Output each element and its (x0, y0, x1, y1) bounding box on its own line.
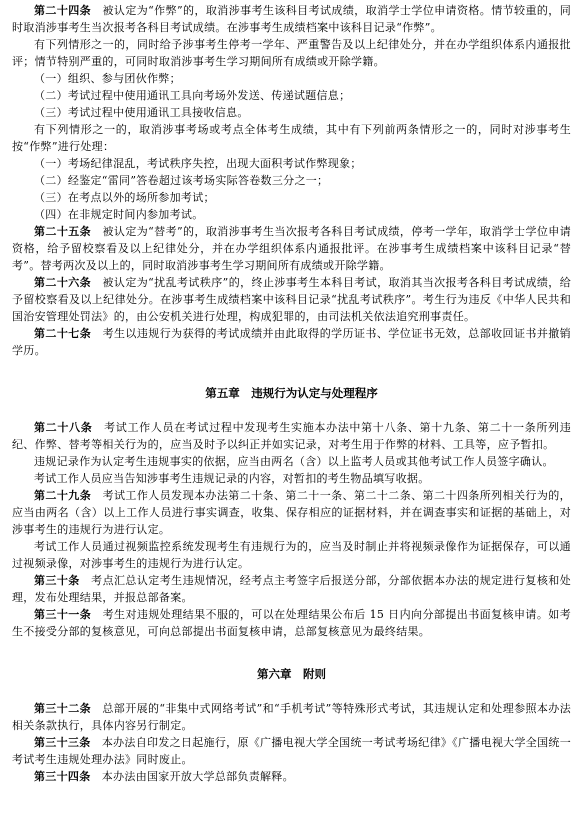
article-number: 第三十一条 (34, 608, 92, 621)
paragraph: 有下列情形之一的，取消涉事考场或考点全体考生成绩，其中有下列前两条情形之一的，同时对涉事考生按“作弊”进行处理： (12, 123, 571, 153)
list-item: （二）考试过程中使用通讯工具向考场外发送、传递试题信息； (34, 89, 351, 102)
article-number: 第二十五条 (34, 225, 92, 238)
section-articles-24-27 (12, 2, 571, 359)
list-item: （三）考试过程中使用通讯工具接收信息。 (34, 106, 249, 119)
chapter-5-heading: 第五章 违规行为认定与处理程序 (205, 386, 378, 400)
article-text: 考试工作人员发现本办法第二十条、第二十一条、第二十二条、第二十四条所列相关行为的，应当由两名（含）以上工作人员进行事实调查，收集、保存相应的证据材料，并在调查事实和证据的基础上，对涉事考生的违规行为进行认定。 (12, 489, 571, 536)
article-number: 第二十七条 (34, 327, 92, 340)
paragraph: 考试工作人员通过视频监控系统发现考生有违规行为的，应当及时制止并将视频录像作为证据保存，可以通过视频录像，对涉事考生的违规行为进行认定。 (12, 540, 571, 570)
list-item: （二）经鉴定“雷同”答卷超过该考场实际答卷数三分之一； (34, 174, 329, 187)
article-33 (12, 734, 571, 768)
article-text: 考生以违规行为获得的考试成绩并由此取得的学历证书、学位证书无效，总部收回证书并撤销学历。 (12, 327, 571, 357)
article-number: 第三十四条 (34, 770, 91, 783)
list-item: （三）在考点以外的场所参加考试； (34, 191, 215, 204)
article-number: 第二十四条 (34, 4, 92, 17)
article-number: 第三十条 (34, 574, 80, 587)
article-text: 总部开展的“非集中式网络考试”和“手机考试”等特殊形式考试，其违规认定和处理参照本办法相关条款执行，具体内容另行制定。 (12, 702, 571, 732)
article-text: 本办法由国家开放大学总部负责解释。 (90, 770, 294, 783)
paragraph: 考试工作人员应当告知涉事考生违规记录的内容，对暂扣的考生物品填写收据。 (34, 472, 430, 485)
chapter-6-heading: 第六章 附则 (257, 667, 326, 681)
article-text: 考点汇总认定考生违规情况，经考点主考签字后报送分部，分部依据本办法的规定进行复核和处理，发布处理结果，并报总部备案。 (12, 574, 571, 604)
article-31 (12, 606, 571, 640)
article-text: 本办法自印发之日起施行，原《广播电视大学全国统一考试考场纪律》《广播电视大学全国统一考试考生违规处理办法》同时废止。 (12, 736, 571, 766)
section-articles-28-31 (12, 419, 571, 640)
article-number: 第三十三条 (34, 736, 91, 749)
article-26 (12, 274, 571, 325)
article-text: 被认定为“作弊”的，取消涉事考生该科目考试成绩，取消学士学位申请资格。情节较重的，同时取消涉事考生当次报考各科目考试成绩。在涉事考生成绩档案中该科目记录“作弊”。 (12, 4, 571, 34)
article-number: 第三十二条 (34, 702, 91, 715)
article-text: 被认定为“扰乱考试秩序”的，终止涉事考生本科目考试，取消其当次报考各科目考试成绩，给予留校察看及以上纪律处分。在涉事考生成绩档案中该科目记录“扰乱考试秩序”。考生行为违反《中华人民共和国治安管理处罚法》的，由公安机关进行处理，构成犯罪的，由司法机关依法追究刑事责任。 (12, 276, 571, 323)
list-item: （一）组织、参与团伙作弊； (34, 72, 181, 85)
article-text: 考生对违规处理结果不服的，可以在处理结果公布后 15 日内向分部提出书面复核申请。如考生不接受分部的复核意见，可向总部提出书面复核申请，总部复核意见为最终结果。 (12, 608, 572, 638)
article-30 (12, 572, 571, 606)
article-number: 第二十六条 (34, 276, 92, 289)
article-number: 第二十九条 (34, 489, 92, 502)
list-item: （四）在非规定时间内参加考试。 (34, 208, 204, 221)
article-number: 第二十八条 (34, 421, 93, 434)
article-29 (12, 487, 571, 538)
article-28 (12, 419, 571, 453)
article-27 (12, 325, 571, 359)
article-24 (12, 2, 571, 36)
article-text: 考试工作人员在考试过程中发现考生实施本办法中第十八条、第十九条、第二十一条所列违纪、作弊、替考等相关行为的，应当及时予以纠正并如实记录，对考生用于作弊的材料、工具等，应予暂扣。 (12, 421, 572, 451)
article-32 (12, 700, 571, 734)
list-item: （一）考场纪律混乱，考试秩序失控，出现大面积考试作弊现象； (34, 157, 362, 170)
article-34 (12, 768, 571, 785)
article-text: 被认定为“替考”的，取消涉事考生当次报考各科目考试成绩，停考一学年，取消学士学位申请资格，给予留校察看及以上纪律处分，并在办学组织体系内通报批评。在涉事考生成绩档案中该科目记录“替考”。替考两次及以上的，同时取消涉事考生学习期间所有成绩或开除学籍。 (12, 225, 571, 272)
paragraph: 违规记录作为认定考生违规事实的依据，应当由两名（含）以上监考人员或其他考试工作人员签字确认。 (34, 455, 554, 468)
article-25 (12, 223, 571, 274)
paragraph: 有下列情形之一的，同时给予涉事考生停考一学年、严重警告及以上纪律处分，并在办学组织体系内通报批评；情节特别严重的，可同时取消涉事考生学习期间所有成绩或开除学籍。 (12, 38, 571, 68)
section-articles-32-34 (12, 700, 571, 785)
